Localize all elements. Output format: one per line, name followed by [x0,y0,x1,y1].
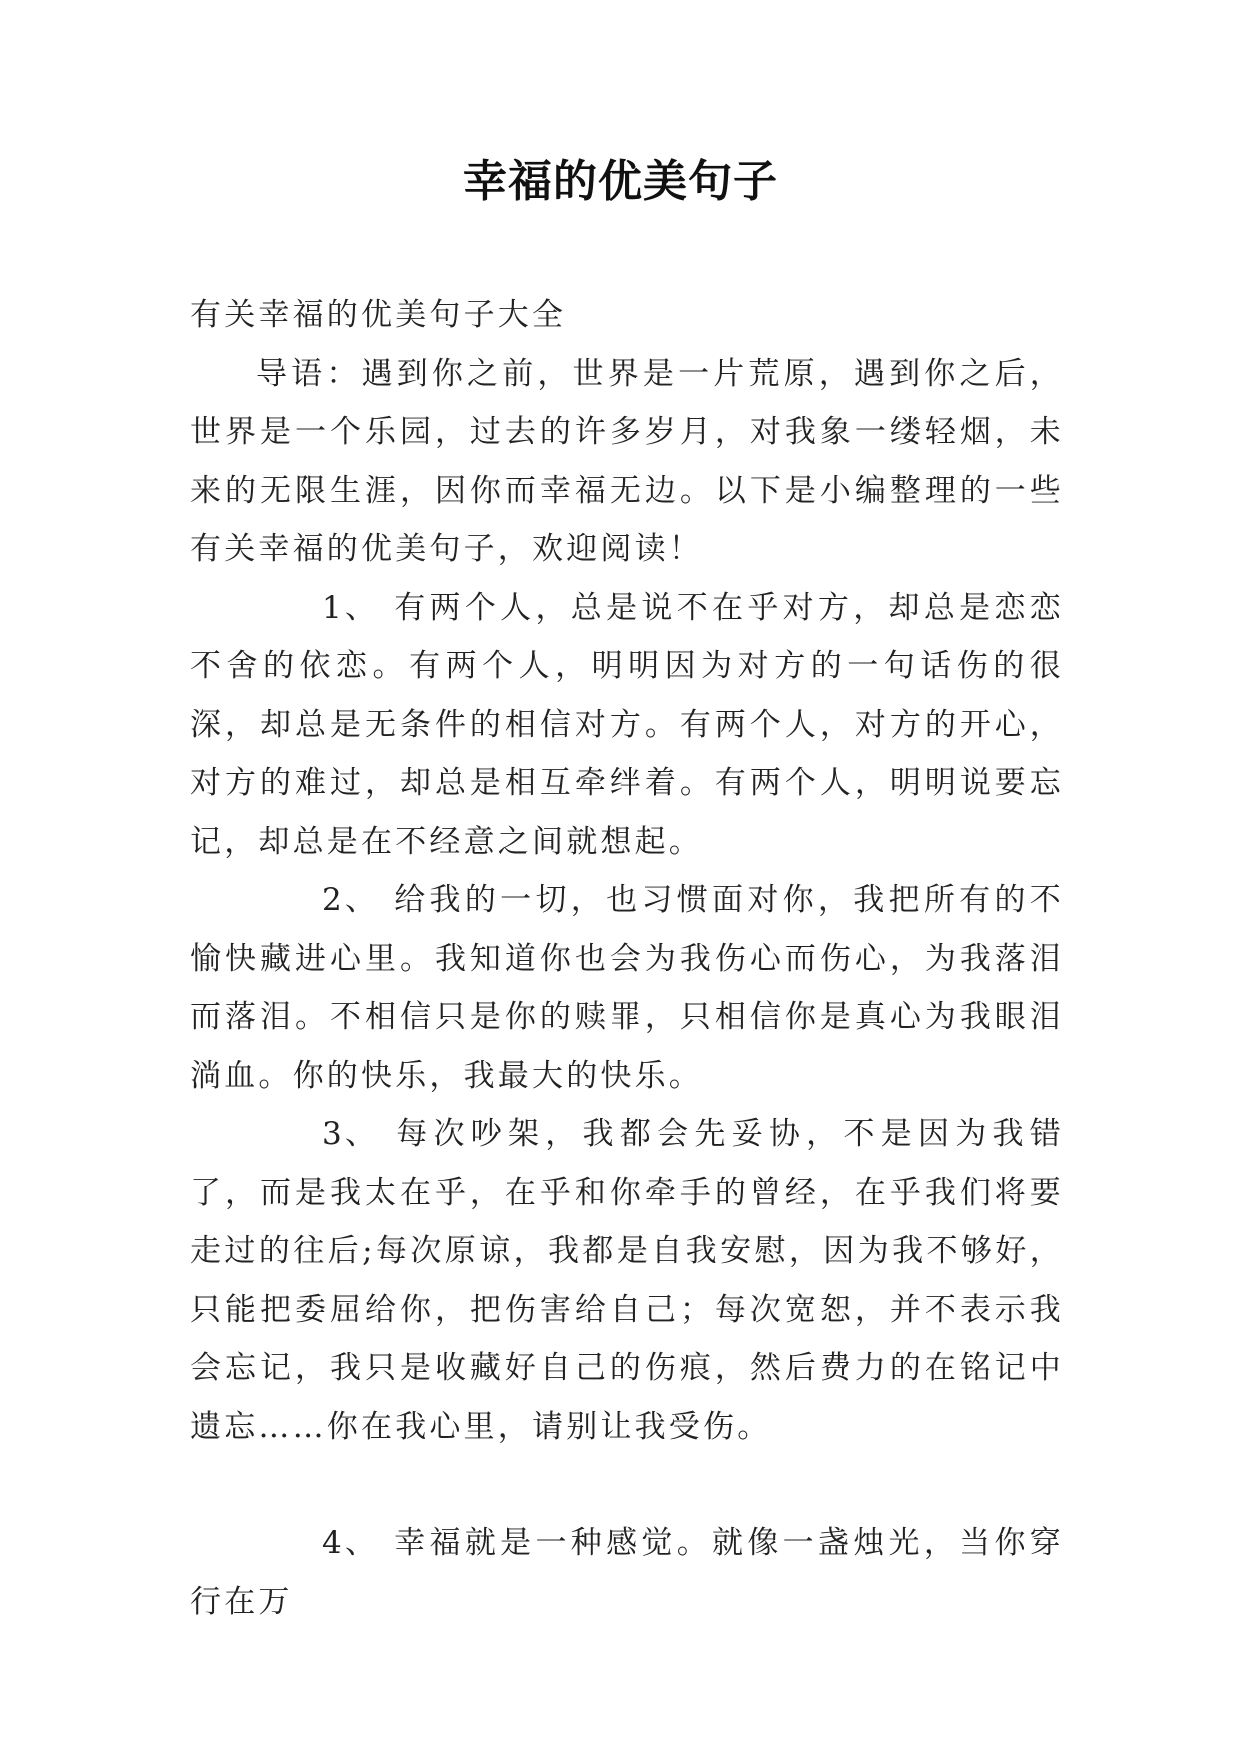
intro-paragraph: 导语：遇到你之前，世界是一片荒原，遇到你之后，世界是一个乐园，过去的许多岁月，对我象一缕轻烟，未来的无限生涯，因你而幸福无边。以下是小编整理的一些有关幸福的优美句子，欢迎阅读！ [190,355,1064,567]
item-text: 有两个人，总是说不在乎对方，却总是恋恋不舍的依恋。有两个人，明明因为对方的一句话伤的很深，却总是无条件的相信对方。有两个人，对方的开心，对方的难过，却总是相互牵绊着。有两个人，明明说要忘记，却总是在不经意之间就想起。 [190,589,1064,860]
list-item [190,1105,1064,1456]
paragraph-spacer [190,1456,1064,1514]
list-item [190,579,1064,872]
item-number: 3、 [322,1116,380,1152]
document-title: 幸福的优美句子 [463,156,778,207]
list-item [190,1514,1064,1631]
document-body [190,286,1064,1631]
item-text: 给我的一切，也习惯面对你，我把所有的不愉快藏进心里。我知道你也会为我伤心而伤心，为我落泪而落泪。不相信只是你的赎罪，只相信你是真心为我眼泪淌血。你的快乐，我最大的快乐。 [190,882,1064,1094]
item-text: 幸福就是一种感觉。就像一盏烛光，当你穿行在万 [190,1525,1064,1620]
item-number: 2、 [322,882,380,918]
list-item [190,871,1064,1105]
item-number: 1、 [322,589,380,626]
item-number: 4、 [322,1525,380,1561]
subheading: 有关幸福的优美句子大全 [190,297,567,333]
item-text: 每次吵架，我都会先妥协，不是因为我错了，而是我太在乎，在乎和你牵手的曾经，在乎我们将要走过的往后;每次原谅，我都是自我安慰，因为我不够好，只能把委屈给你，把伤害给自己；每次宽恕，并不表示我会忘记，我只是收藏好自己的伤痕，然后费力的在铭记中遗忘……你在我心里，请别让我受伤。 [190,1116,1064,1445]
